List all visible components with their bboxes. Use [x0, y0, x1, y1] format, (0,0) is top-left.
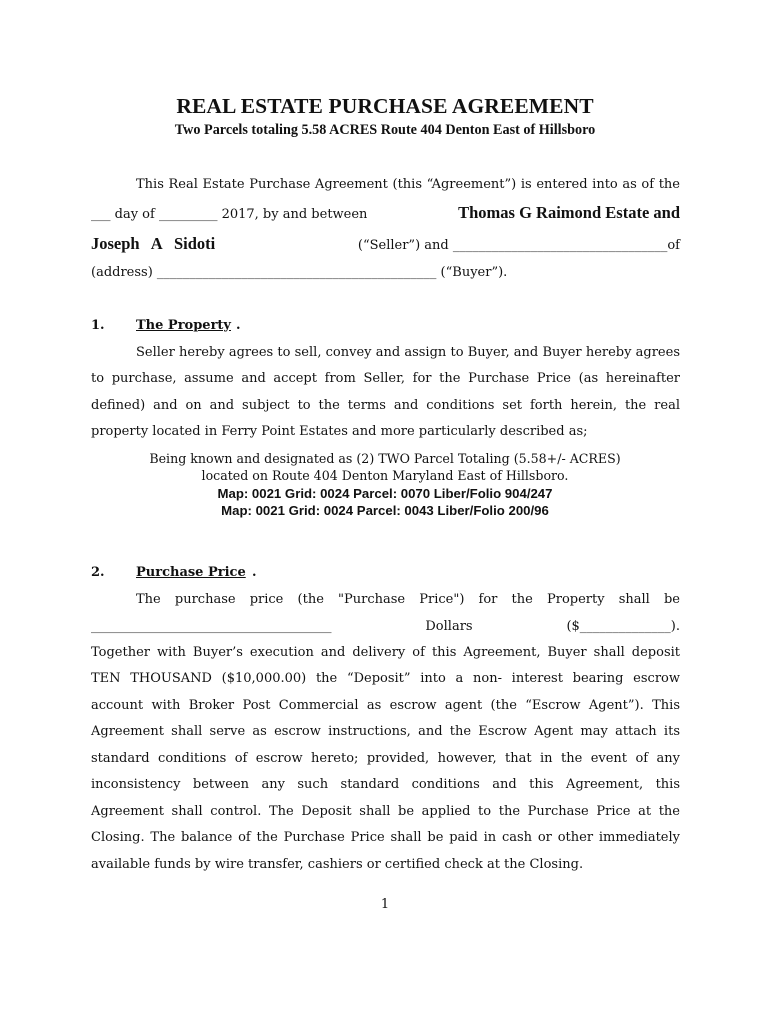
intro-line-3	[91, 235, 680, 255]
intro-line-2	[91, 204, 680, 224]
section-1-number: 1.	[91, 318, 105, 333]
section-2-line-7: standard conditions of escrow hereto; provided, however, that in the event of any	[91, 751, 680, 766]
section-2-heading-text: Purchase Price	[136, 565, 246, 580]
section-2-line-6: Agreement shall serve as escrow instructions, and the Escrow Agent may attach its	[91, 724, 680, 739]
section-2-line-2: _____________________________________ Dollars ($______________).	[91, 619, 680, 634]
section-2-line-4: TEN THOUSAND ($10,000.00) the “Deposit” into a non- interest bearing escrow	[91, 671, 680, 686]
section-1-line-3: defined) and on and subject to the terms and conditions set forth herein, the real	[91, 398, 680, 413]
document-title: REAL ESTATE PURCHASE AGREEMENT	[176, 94, 594, 118]
intro-line-3-text: (“Seller”) and _________________________________of	[357, 238, 680, 253]
property-description-2: located on Route 404 Denton Maryland East of Hillsboro.	[201, 468, 569, 483]
section-1-heading-period: .	[236, 318, 241, 333]
section-1-heading	[136, 318, 231, 333]
section-2-number: 2.	[91, 565, 105, 580]
section-2-heading-period: .	[252, 565, 257, 580]
property-map-1: Map: 0021 Grid: 0024 Parcel: 0070 Liber/Folio 904/247	[217, 486, 553, 501]
intro-parties-seller-a: Thomas G Raimond Estate and	[458, 203, 680, 222]
property-map-2: Map: 0021 Grid: 0024 Parcel: 0043 Liber/Folio 200/96	[221, 503, 549, 518]
document-subtitle: Two Parcels totaling 5.58 ACRES Route 404 Denton East of Hillsboro	[174, 122, 596, 138]
intro-line-4: (address) ___________________________________________ (“Buyer”).	[91, 265, 508, 280]
section-2-heading	[136, 565, 246, 580]
section-2-line-11: available funds by wire transfer, cashiers or certified check at the Closing.	[91, 857, 584, 872]
section-2-line-1: The purchase price (the "Purchase Price") for the Property shall be	[136, 592, 680, 607]
intro-line-1: This Real Estate Purchase Agreement (this “Agreement”) is entered into as of the	[136, 177, 680, 192]
intro-line-2-text: ___ day of _________ 2017, by and between	[91, 207, 368, 222]
section-2-line-8: inconsistency between any such standard conditions and this Agreement, this	[91, 777, 680, 792]
intro-parties-seller-b: Joseph A Sidoti	[91, 234, 216, 253]
section-2-line-9: Agreement shall control. The Deposit shall be applied to the Purchase Price at the	[91, 804, 680, 819]
section-1-line-2: to purchase, assume and accept from Seller, for the Purchase Price (as hereinafter	[91, 371, 680, 386]
page-number: 1	[380, 897, 390, 912]
section-1-heading-text: The Property	[136, 318, 231, 333]
section-2-line-5: account with Broker Post Commercial as escrow agent (the “Escrow Agent”). This	[91, 698, 680, 713]
section-2-line-10: Closing. The balance of the Purchase Price shall be paid in cash or other immediately	[91, 830, 680, 845]
property-description-1: Being known and designated as (2) TWO Parcel Totaling (5.58+/- ACRES)	[149, 451, 621, 466]
section-1-line-1: Seller hereby agrees to sell, convey and assign to Buyer, and Buyer hereby agrees	[136, 345, 680, 360]
section-2-line-3: Together with Buyer’s execution and delivery of this Agreement, Buyer shall deposit	[91, 645, 680, 660]
section-1-line-4: property located in Ferry Point Estates and more particularly described as;	[91, 424, 588, 439]
